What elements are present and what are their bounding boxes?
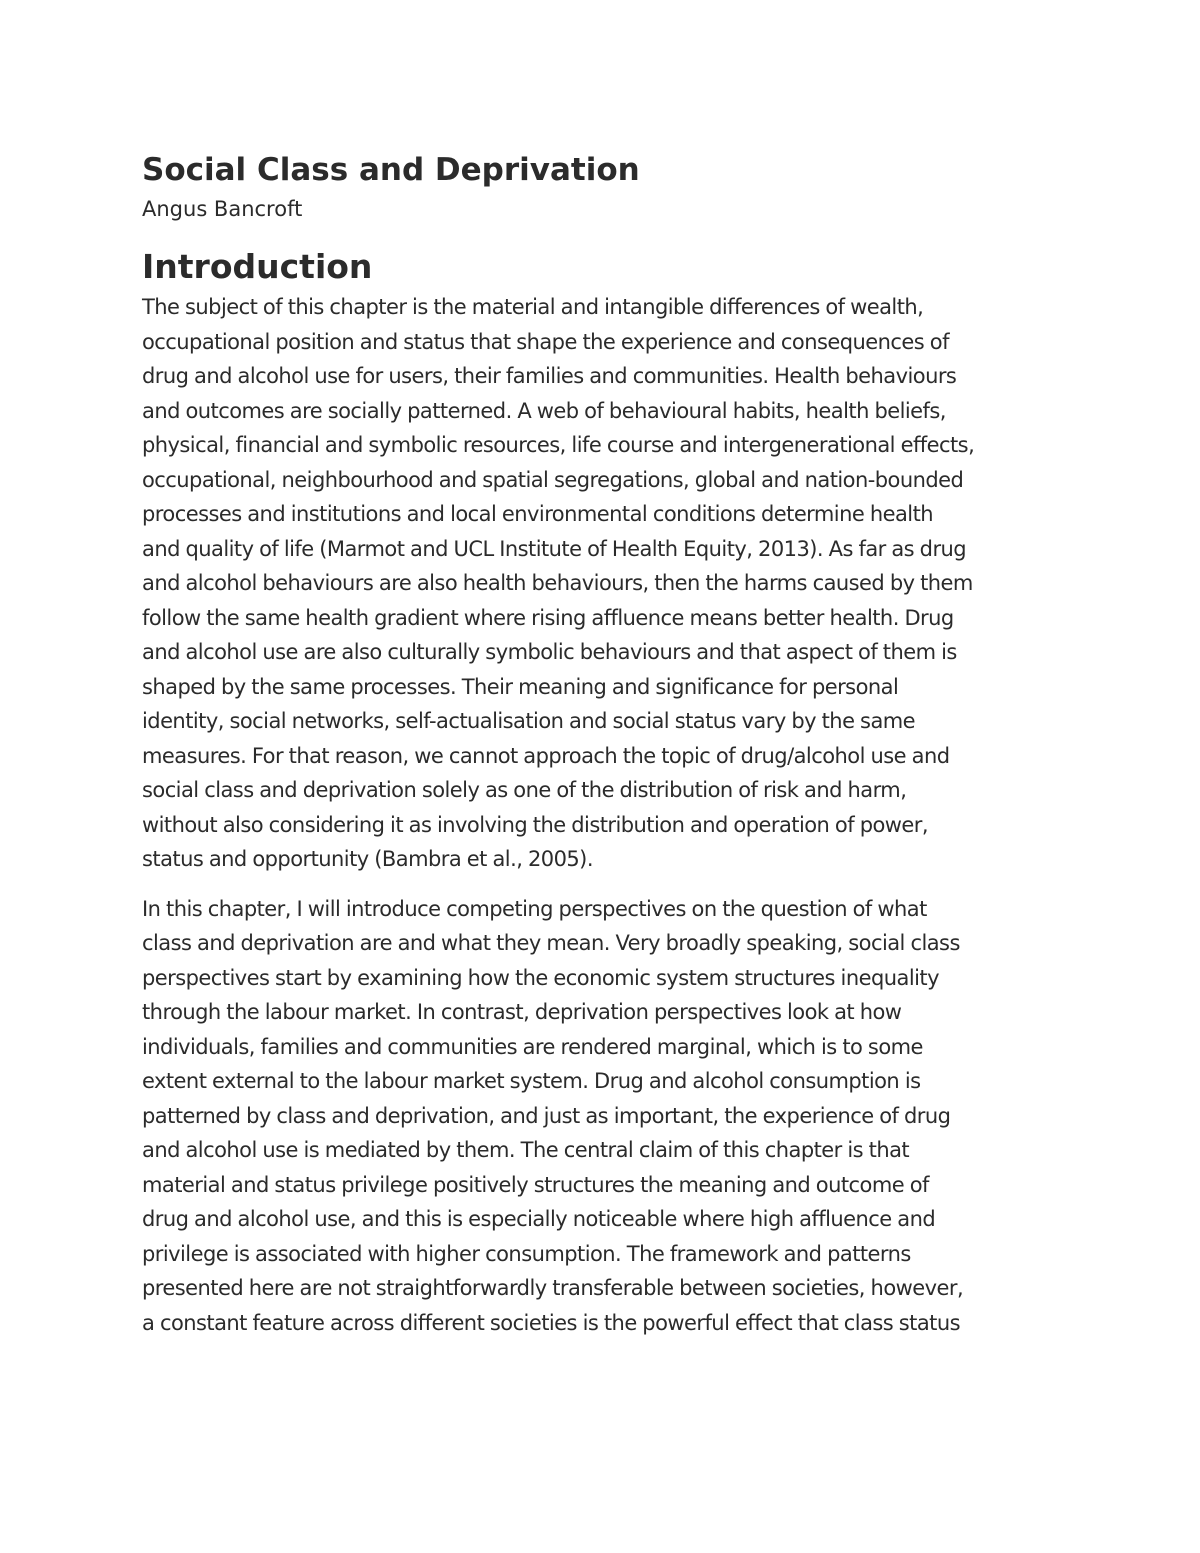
text-line: individuals, families and communities are rendered marginal, which is to some xyxy=(142,1034,923,1059)
text-line: In this chapter, I will introduce competing perspectives on the question of what xyxy=(142,896,927,921)
text-line: drug and alcohol use for users, their families and communities. Health behaviours xyxy=(142,364,957,388)
text-line: physical, financial and symbolic resources, life course and intergenerational effects, xyxy=(142,433,975,457)
text-line: without also considering it as involving the distribution and operation of power, xyxy=(142,812,928,837)
text-line: social class and deprivation solely as one of the distribution of risk and harm, xyxy=(142,778,907,802)
paragraph-2 xyxy=(142,892,1067,1341)
text-line: measures. For that reason, we cannot approach the topic of drug/alcohol use and xyxy=(142,743,950,768)
text-line: and alcohol use are also culturally symbolic behaviours and that aspect of them is xyxy=(142,640,957,664)
text-line: shaped by the same processes. Their meaning and significance for personal xyxy=(142,674,899,699)
text-line: identity, social networks, self-actualisation and social status vary by the same xyxy=(142,709,916,733)
text-line: follow the same health gradient where rising affluence means better health. Drug xyxy=(142,605,954,630)
paragraph-1 xyxy=(142,290,1067,877)
text-line: The subject of this chapter is the material and intangible differences of wealth, xyxy=(142,295,924,319)
text-line: occupational, neighbourhood and spatial segregations, global and nation-bounded xyxy=(142,467,964,492)
text-line: material and status privilege positively structures the meaning and outcome of xyxy=(142,1172,929,1197)
document-page xyxy=(142,148,1067,1340)
section-heading-introduction: Introduction xyxy=(142,247,373,286)
text-line: through the labour market. In contrast, deprivation perspectives look at how xyxy=(142,1000,902,1024)
text-line: privilege is associated with higher consumption. The framework and patterns xyxy=(142,1241,911,1266)
text-line: presented here are not straightforwardly transferable between societies, however, xyxy=(142,1276,964,1300)
text-line: and alcohol behaviours are also health behaviours, then the harms caused by them xyxy=(142,571,973,595)
text-line: extent external to the labour market system. Drug and alcohol consumption is xyxy=(142,1069,921,1093)
text-line: drug and alcohol use, and this is especially noticeable where high affluence and xyxy=(142,1207,936,1231)
text-line: and alcohol use is mediated by them. The central claim of this chapter is that xyxy=(142,1138,910,1162)
text-line: and outcomes are socially patterned. A web of behavioural habits, health beliefs, xyxy=(142,398,946,423)
text-line: processes and institutions and local environmental conditions determine health xyxy=(142,502,934,526)
author-name: Angus Bancroft xyxy=(142,197,303,221)
text-line: and quality of life (Marmot and UCL Institute of Health Equity, 2013). As far as drug xyxy=(142,536,967,561)
text-line: a constant feature across different societies is the powerful effect that class status xyxy=(142,1310,961,1335)
text-line: status and opportunity (Bambra et al., 2005). xyxy=(142,847,593,871)
text-line: class and deprivation are and what they mean. Very broadly speaking, social class xyxy=(142,931,960,955)
document-title: Social Class and Deprivation xyxy=(142,152,640,188)
text-line: occupational position and status that shape the experience and consequences of xyxy=(142,329,949,354)
text-line: patterned by class and deprivation, and just as important, the experience of drug xyxy=(142,1103,951,1128)
text-line: perspectives start by examining how the economic system structures inequality xyxy=(142,965,939,990)
